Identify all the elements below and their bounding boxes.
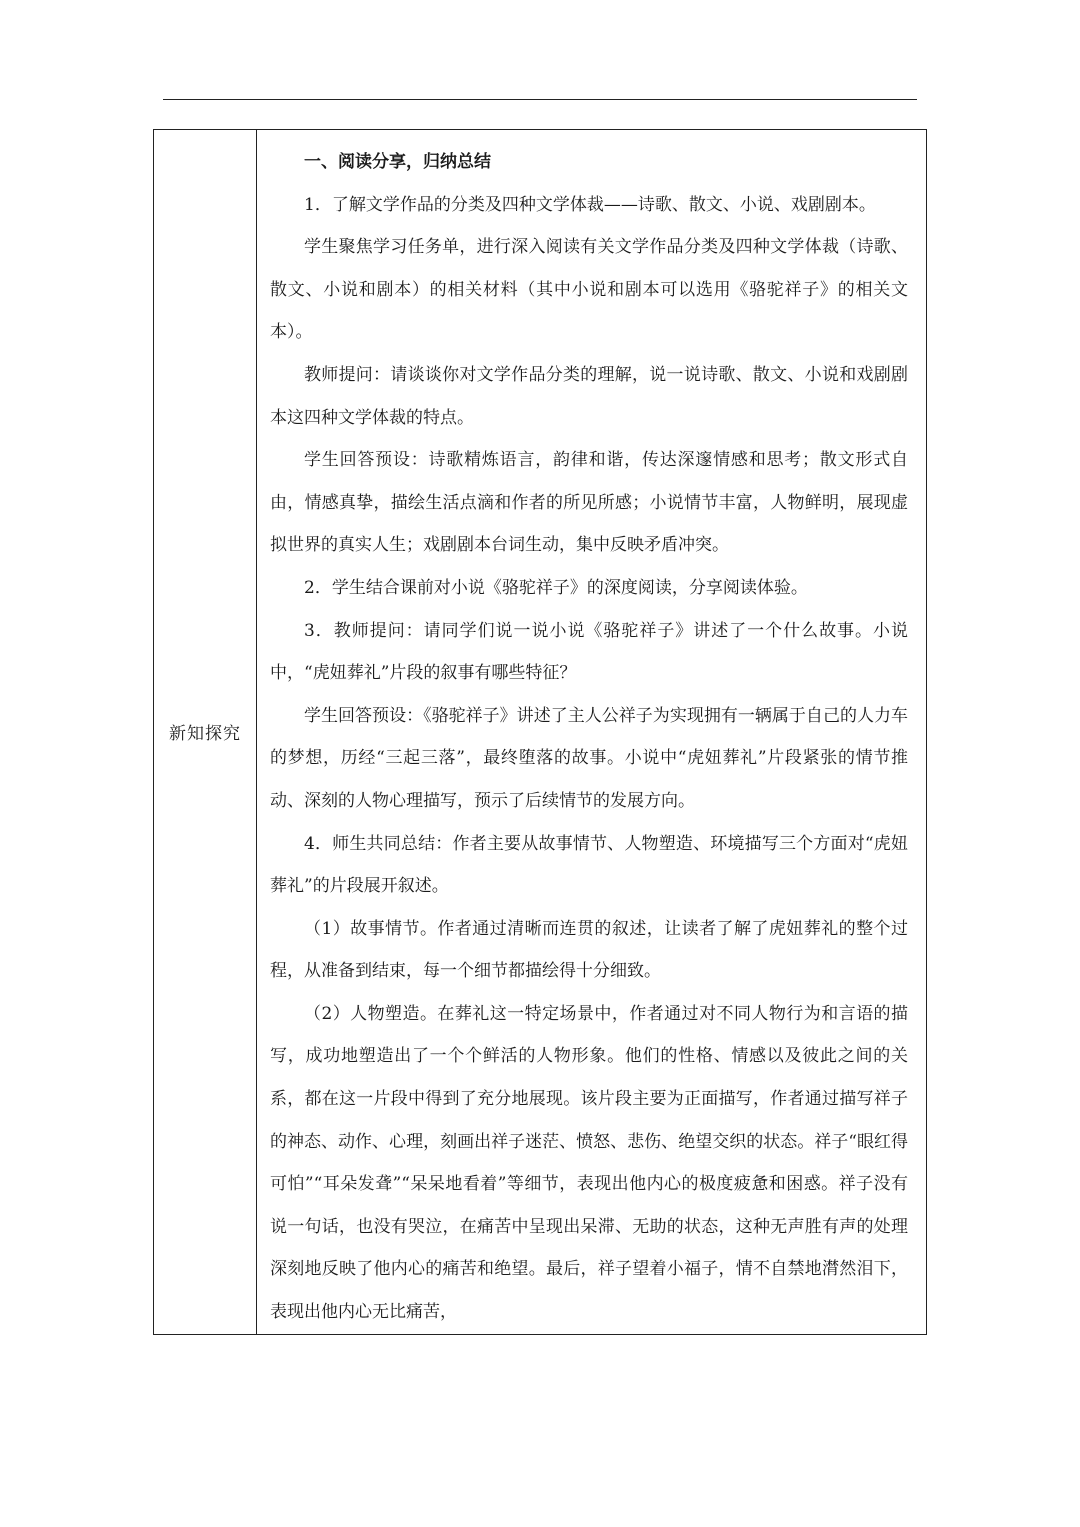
row-label-cell <box>154 130 257 1335</box>
paragraph: 学生聚焦学习任务单，进行深入阅读有关文学作品分类及四种文学体裁（诗歌、散文、小说和剧本）的相关材料（其中小说和剧本可以选用《骆驼祥子》的相关文本）。 <box>270 237 908 343</box>
content-body <box>257 130 926 1334</box>
paragraph: 1．了解文学作品的分类及四种文学体裁——诗歌、散文、小说、戏剧剧本。 <box>304 194 876 215</box>
paragraph: 2．学生结合课前对小说《骆驼祥子》的深度阅读，分享阅读体验。 <box>304 577 808 598</box>
section-heading: 一、阅读分享，归纳总结 <box>304 152 491 172</box>
paragraph: 3．教师提问：请同学们说一说小说《骆驼祥子》讲述了一个什么故事。小说中，“虎妞葬礼”片段的叙事有哪些特征？ <box>270 620 908 684</box>
table-row <box>154 130 927 1335</box>
paragraph: 教师提问：请谈谈你对文学作品分类的理解，说一说诗歌、散文、小说和戏剧剧本这四种文学体裁的特点。 <box>270 364 908 428</box>
row-label: 新知探究 <box>169 724 241 745</box>
paragraph: 学生回答预设：《骆驼祥子》讲述了主人公祥子为实现拥有一辆属于自己的人力车的梦想，历经“三起三落”，最终堕落的故事。小说中“虎妞葬礼”片段紧张的情节推动、深刻的人物心理描写，预示了后续情节的发展方向。 <box>270 705 908 811</box>
paragraph: 4．师生共同总结：作者主要从故事情节、人物塑造、环境描写三个方面对“虎妞葬礼”的片段展开叙述。 <box>270 833 908 897</box>
paragraph: （2）人物塑造。在葬礼这一特定场景中，作者通过对不同人物行为和言语的描写，成功地塑造出了一个个鲜活的人物形象。他们的性格、情感以及彼此之间的关系，都在这一片段中得到了充分地展现。该片段主要为正面描写，作者通过描写祥子的神态、动作、心理，刻画出祥子迷茫、愤怒、悲伤、绝望交织的状态。祥子“眼红得可怕”“耳朵发聋”“呆呆地看着”等细节，表现出他内心的极度疲惫和困惑。祥子没有说一句话，也没有哭泣，在痛苦中呈现出呆滞、无助的状态，这种无声胜有声的处理深刻地反映了他内心的痛苦和绝望。最后，祥子望着小福子，情不自禁地潸然泪下，表现出他内心无比痛苦， <box>270 1003 908 1323</box>
header-rule <box>163 99 917 100</box>
paragraph: （1）故事情节。作者通过清晰而连贯的叙述，让读者了解了虎妞葬礼的整个过程，从准备到结束，每一个细节都描绘得十分细致。 <box>270 918 908 982</box>
content-cell <box>257 130 927 1335</box>
paragraph: 学生回答预设：诗歌精炼语言，韵律和谐，传达深邃情感和思考；散文形式自由，情感真挚，描绘生活点滴和作者的所见所感；小说情节丰富，人物鲜明，展现虚拟世界的真实人生；戏剧剧本台词生动，集中反映矛盾冲突。 <box>270 450 908 556</box>
lesson-plan-table <box>153 129 927 1335</box>
